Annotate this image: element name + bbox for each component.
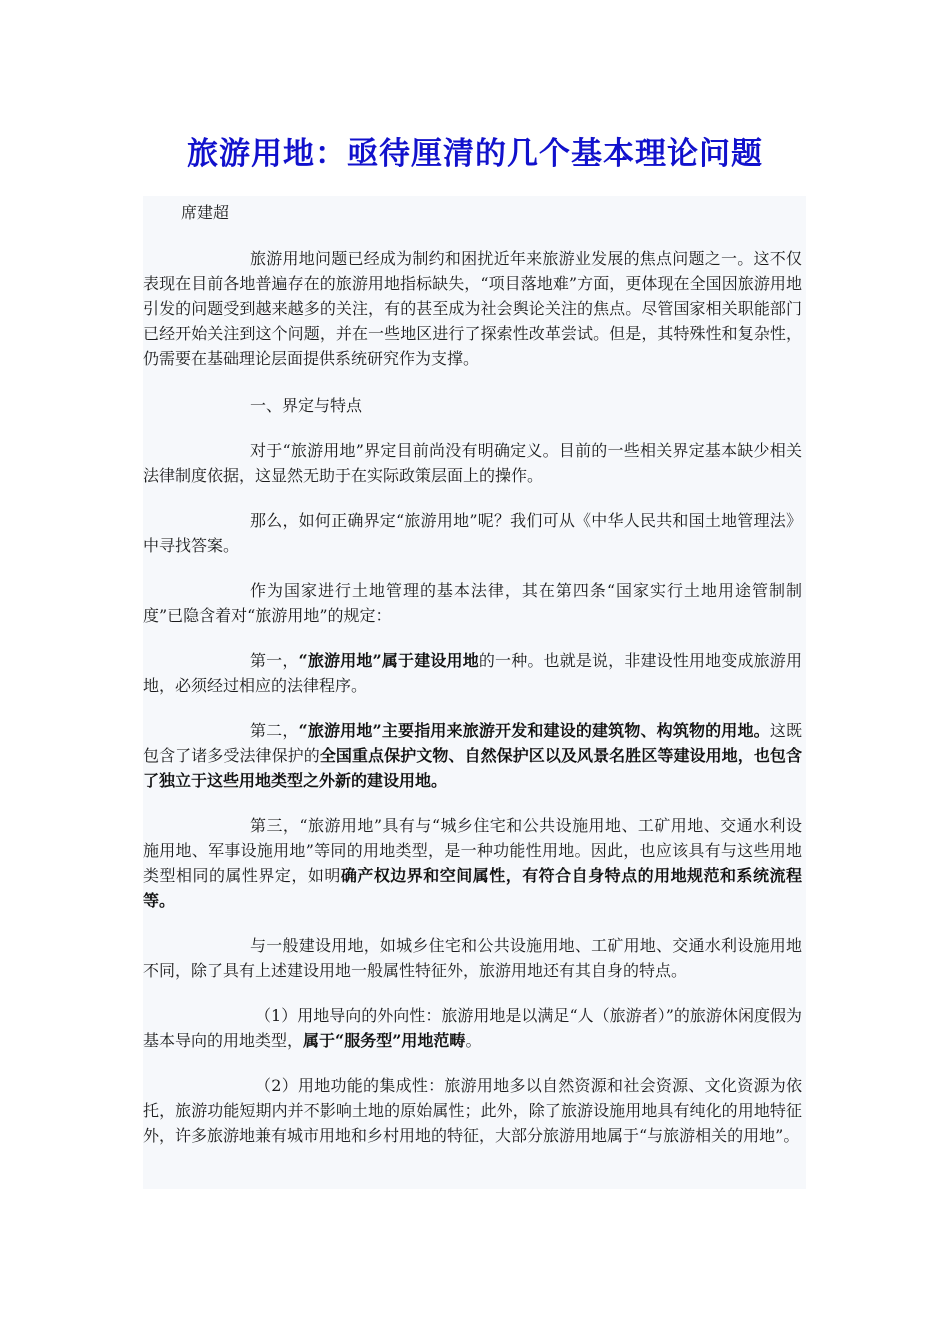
paragraph-first bbox=[143, 648, 802, 698]
text-segment: 第三，“旅游用地”具有与“城乡住宅和公共设施用地、工矿用地、交通水利设施用地、军事设施用地”等同的用地类型，是一种功能性用地。因此，也应该具有与这些用地类型相同的属性界定，如明 bbox=[143, 816, 802, 885]
bold-text: 属于“服务型”用地范畴 bbox=[303, 1031, 466, 1050]
paragraph-second bbox=[143, 718, 802, 793]
section-heading bbox=[143, 393, 802, 418]
text-segment: 这既包含了诸多受法律保护的 bbox=[143, 721, 802, 765]
text-segment: 那么，如何正确界定“旅游用地”呢？我们可从《中华人民共和国土地管理法》中寻找答案。 bbox=[143, 511, 802, 555]
bold-text: 全国重点保护文物、自然保护区以及风景名胜区等建设用地，也包含了独立于这些用地类型之外新的建设用地。 bbox=[143, 746, 802, 790]
bold-text: “旅游用地”主要指用来旅游开发和建设的建筑物、构筑物的用地。 bbox=[298, 721, 770, 740]
bold-text: 确产权边界和空间属性，有符合自身特点的用地规范和系统流程等。 bbox=[143, 866, 802, 910]
paragraph-intro bbox=[143, 246, 802, 371]
bold-text: “旅游用地”属于建设用地 bbox=[298, 651, 479, 670]
article-title: 旅游用地：亟待厘清的几个基本理论问题 bbox=[187, 136, 763, 172]
text-segment: 对于“旅游用地”界定目前尚没有明确定义。目前的一些相关界定基本缺少相关法律制度依据，这显然无助于在实际政策层面上的操作。 bbox=[143, 441, 802, 485]
paragraph-features bbox=[143, 933, 802, 983]
text-segment: 与一般建设用地，如城乡住宅和公共设施用地、工矿用地、交通水利设施用地不同，除了具有上述建设用地一般属性特征外，旅游用地还有其自身的特点。 bbox=[143, 936, 802, 980]
author-name: 席建超 bbox=[181, 203, 230, 222]
text-segment: 一、界定与特点 bbox=[250, 396, 363, 415]
paragraph-third bbox=[143, 813, 802, 913]
text-segment: 作为国家进行土地管理的基本法律，其在第四条“国家实行土地用途管制制度”已隐含着对“旅游用地”的规定： bbox=[143, 581, 802, 625]
article-body bbox=[143, 196, 806, 1189]
text-segment: 。 bbox=[465, 1031, 482, 1050]
text-segment: 第二， bbox=[250, 721, 299, 740]
paragraph-definition bbox=[143, 438, 802, 488]
paragraph-feature-2 bbox=[143, 1073, 802, 1148]
paragraph-question bbox=[143, 508, 802, 558]
text-segment: 第一， bbox=[250, 651, 299, 670]
paragraph-feature-1 bbox=[143, 1003, 802, 1053]
paragraph-law bbox=[143, 578, 802, 628]
text-segment: （2）用地功能的集成性：旅游用地多以自然资源和社会资源、文化资源为依托，旅游功能短期内并不影响土地的原始属性；此外，除了旅游设施用地具有纯化的用地特征外，许多旅游地兼有城市用地和乡村用地的特征，大部分旅游用地属于“与旅游相关的用地”。 bbox=[143, 1076, 802, 1145]
text-segment: （1）用地导向的外向性：旅游用地是以满足“人（旅游者）”的旅游休闲度假为基本导向的用地类型， bbox=[143, 1006, 802, 1050]
text-segment: 的一种。也就是说，非建设性用地变成旅游用地，必须经过相应的法律程序。 bbox=[143, 651, 802, 695]
text-segment: 旅游用地问题已经成为制约和困扰近年来旅游业发展的焦点问题之一。这不仅表现在目前各地普遍存在的旅游用地指标缺失，“项目落地难”方面，更体现在全国因旅游用地引发的问题受到越来越多的关注，有的甚至成为社会舆论关注的焦点。尽管国家相关职能部门已经开始关注到这个问题，并在一些地区进行了探索性改革尝试。但是，其特殊性和复杂性，仍需要在基础理论层面提供系统研究作为支撑。 bbox=[143, 249, 802, 368]
